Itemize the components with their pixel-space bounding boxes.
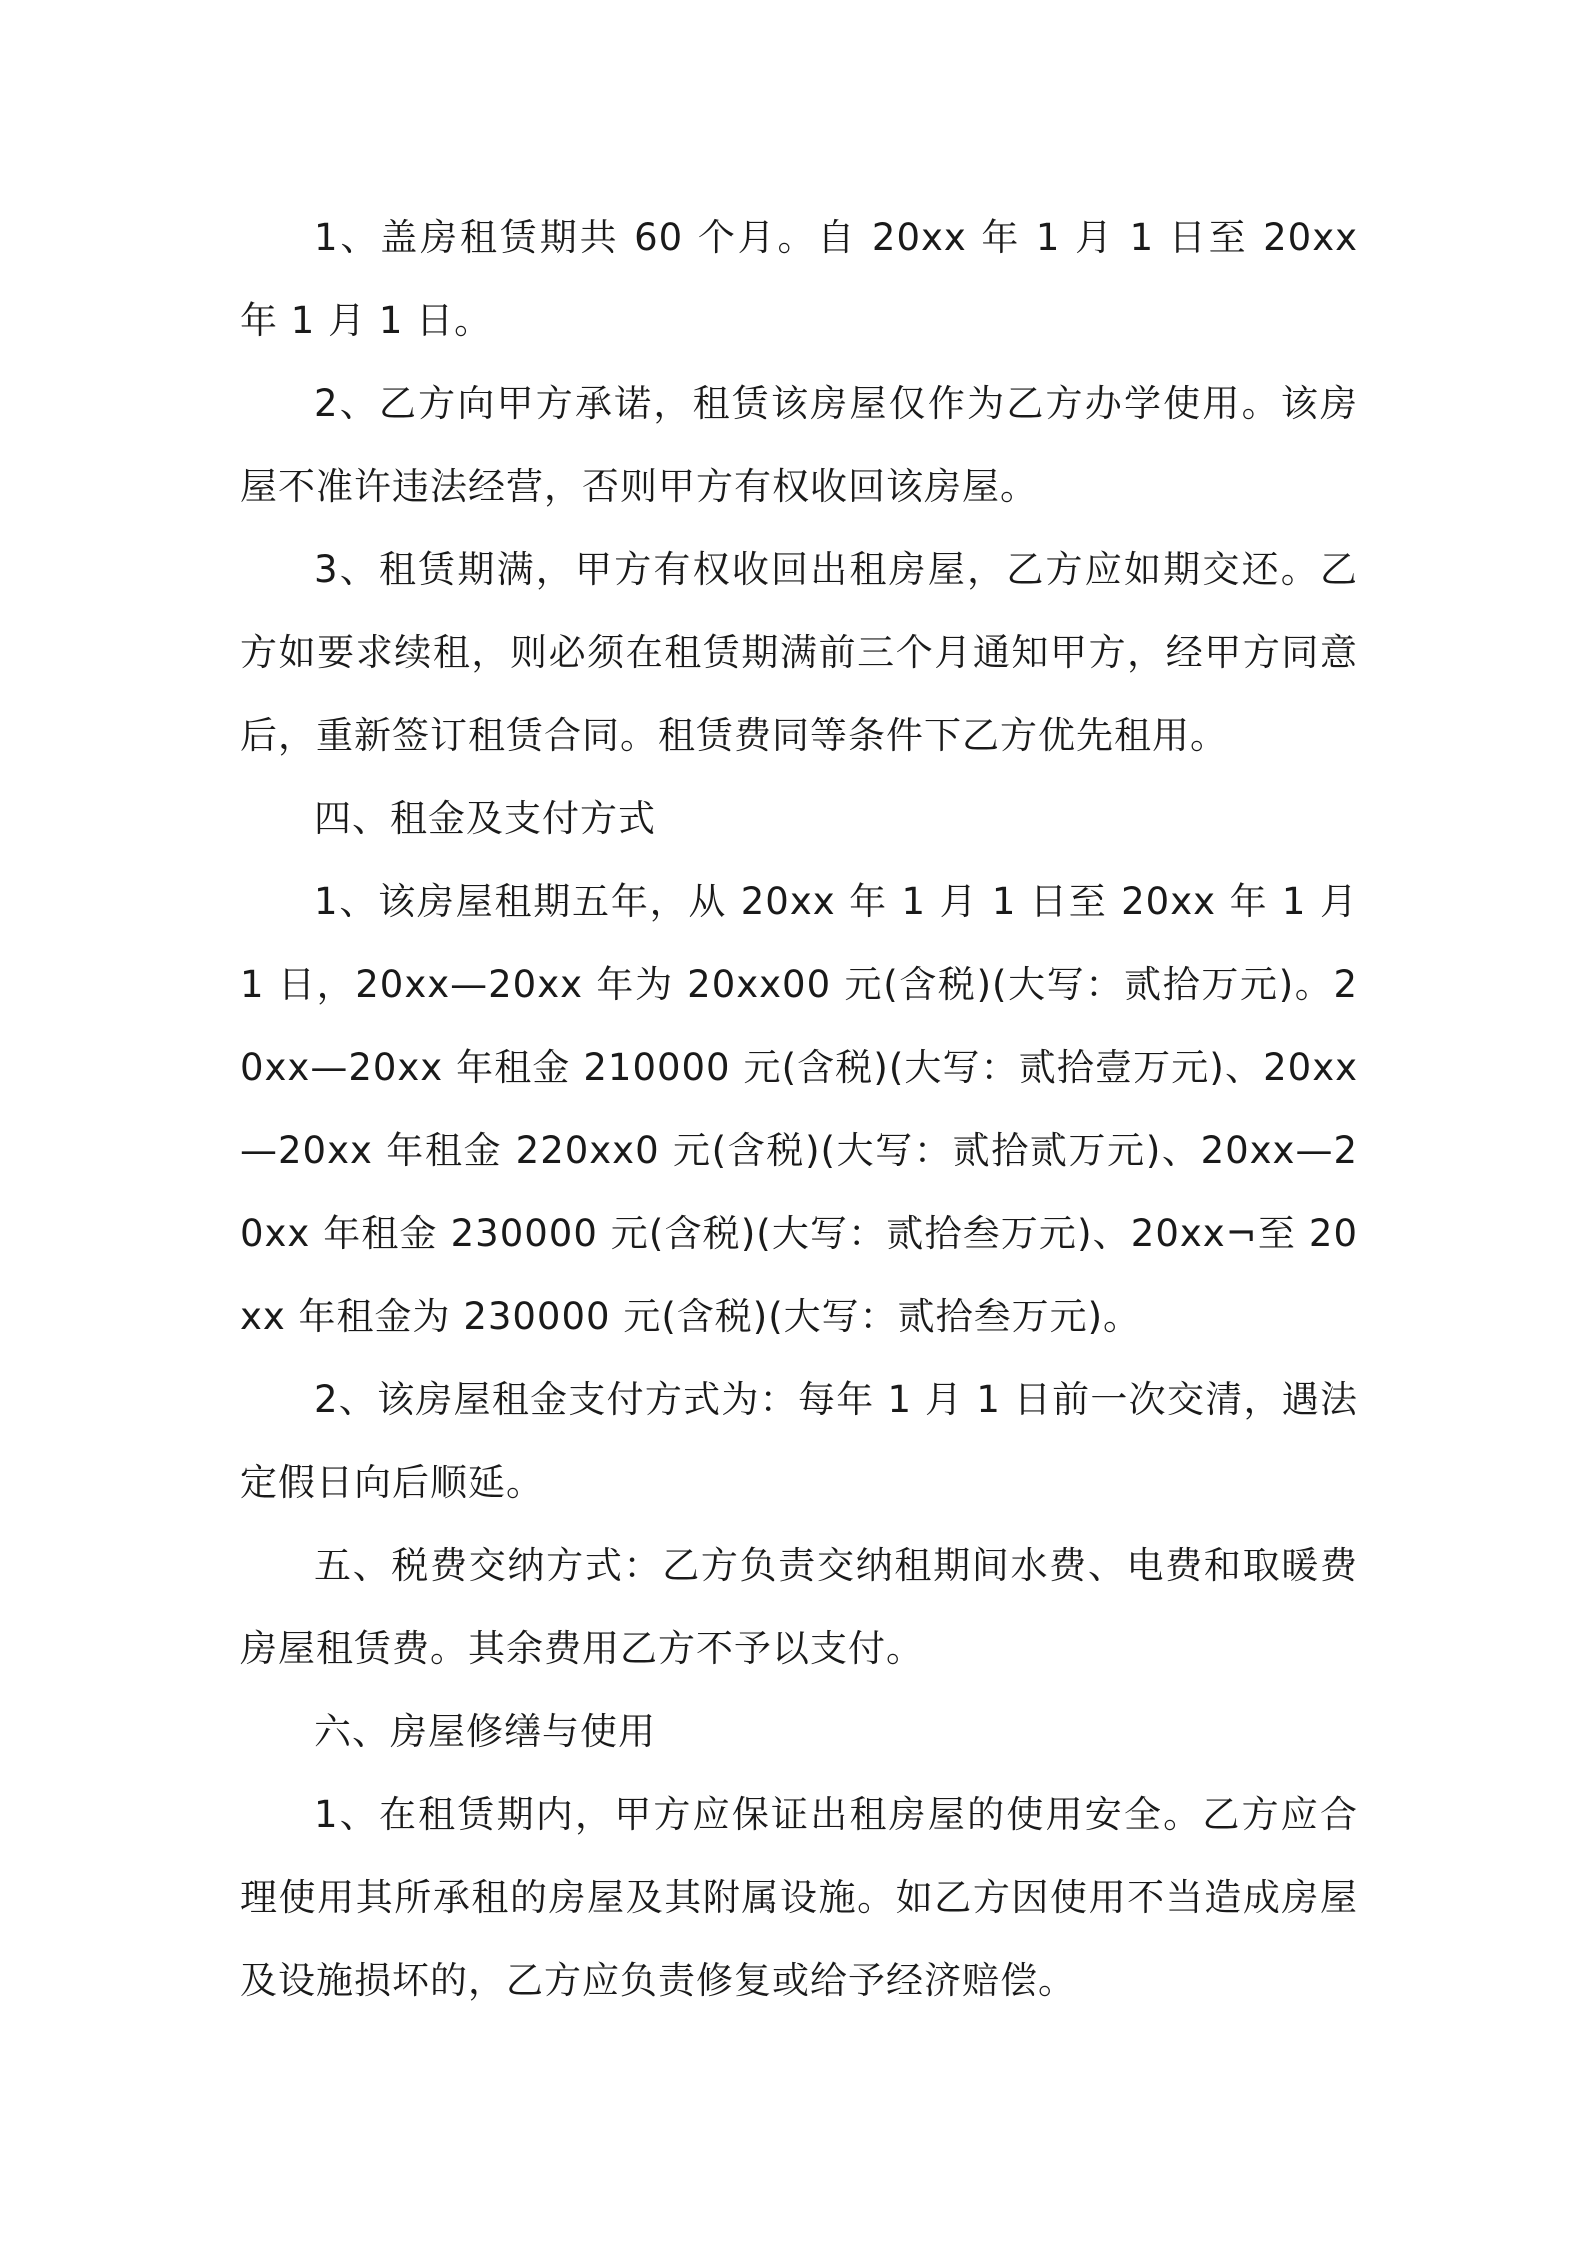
section-taxes-fees: 五、税费交纳方式：乙方负责交纳租期间水费、电费和取暖费房屋租赁费。其余费用乙方不予以支付。	[240, 1544, 1358, 1670]
clause-usage-commitment: 2、乙方向甲方承诺，租赁该房屋仅作为乙方办学使用。该房屋不准许违法经营，否则甲方有权收回该房屋。	[240, 382, 1358, 508]
document-body	[240, 196, 1358, 2022]
clause-repair-responsibility: 1、在租赁期内，甲方应保证出租房屋的使用安全。乙方应合理使用其所承租的房屋及其附属设施。如乙方因使用不当造成房屋及设施损坏的，乙方应负责修复或给予经济赔偿。	[240, 1793, 1358, 2002]
section-heading-repair-use: 六、房屋修缮与使用	[314, 1710, 656, 1753]
section-heading-rent-payment: 四、租金及支付方式	[314, 797, 656, 840]
clause-rent-amounts: 1、该房屋租期五年，从 20xx 年 1 月 1 日至 20xx 年 1 月 1 日，20xx—20xx 年为 20xx00 元(含税)(大写：贰拾万元)。20xx—20xx 年租金 210000 元(含税)(大写：贰拾壹万元)、20xx—20xx 年租金 220xx0 元(含税)(大写：贰拾贰万元)、20xx—20xx 年租金 230000 元(含税)(大写：贰拾叁万元)、20xx¬至 20xx 年租金为 230000 元(含税)(大写：贰拾叁万元)。	[240, 880, 1358, 1338]
clause-lease-renewal: 3、租赁期满，甲方有权收回出租房屋，乙方应如期交还。乙方如要求续租，则必须在租赁期满前三个月通知甲方，经甲方同意后，重新签订租赁合同。租赁费同等条件下乙方优先租用。	[240, 548, 1358, 757]
clause-payment-method: 2、该房屋租金支付方式为：每年 1 月 1 日前一次交清，遇法定假日向后顺延。	[240, 1378, 1358, 1504]
clause-lease-term: 1、盖房租赁期共 60 个月。自 20xx 年 1 月 1 日至 20xx 年 1 月 1 日。	[240, 216, 1358, 342]
